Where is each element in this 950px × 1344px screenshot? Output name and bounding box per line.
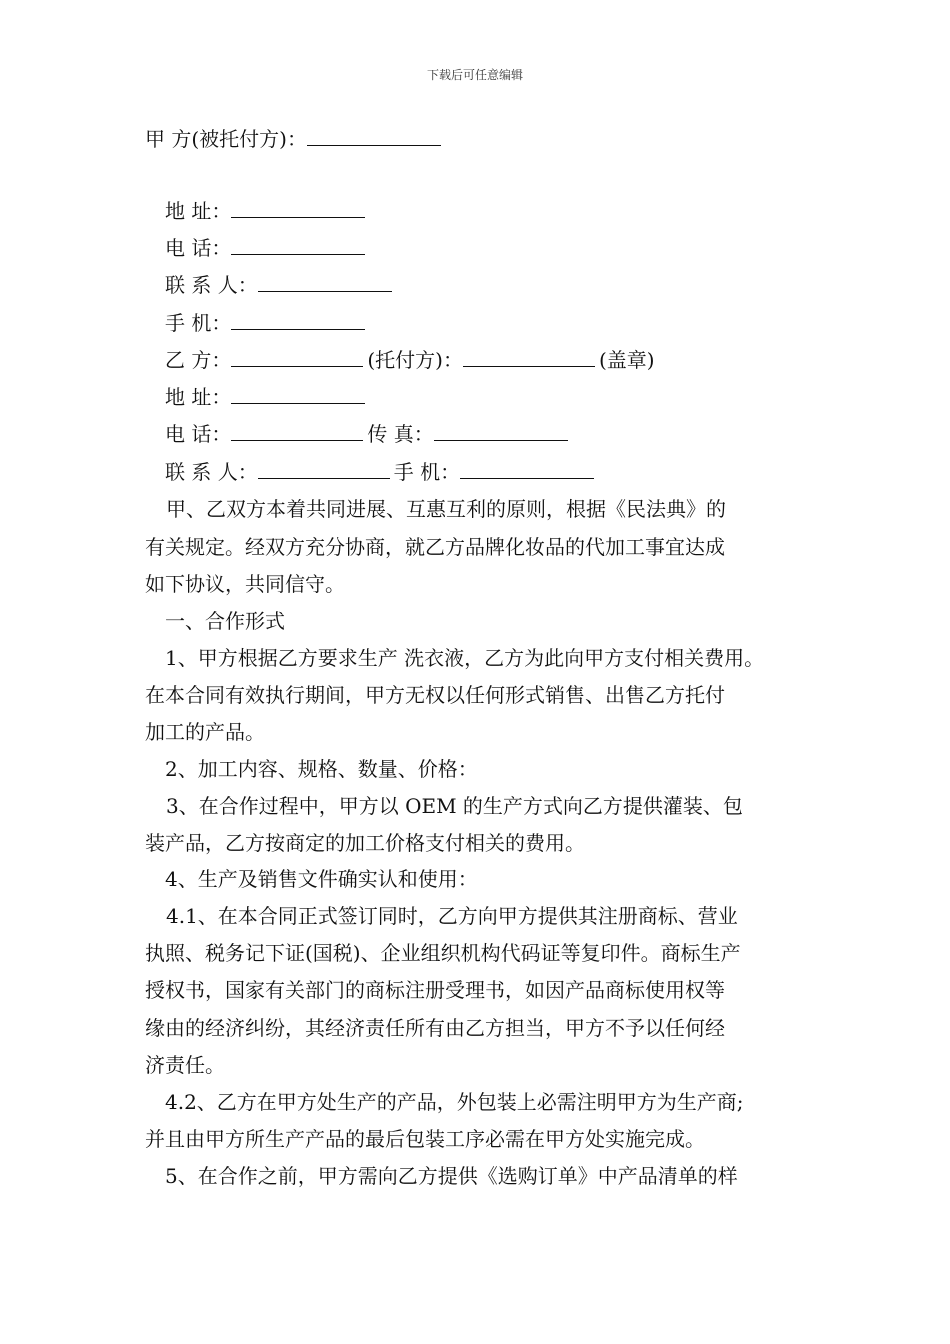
party-b-phone-label: 电 话：: [165, 422, 232, 446]
party-a-address-line: [165, 198, 365, 224]
section-heading: 一、合作形式: [165, 609, 285, 633]
body-line: 3、在合作过程中，甲方以 OEM 的生产方式向乙方提供灌装、包: [166, 794, 743, 818]
body-line: 5、在合作之前，甲方需向乙方提供《选购订单》中产品清单的样: [165, 1164, 738, 1188]
party-a-name-blank: [307, 127, 441, 146]
party-b-mobile-blank: [460, 460, 594, 479]
party-a-mobile-blank: [231, 311, 365, 330]
party-b-seal: (盖章): [598, 348, 655, 372]
party-a-mobile-line: [165, 310, 365, 336]
party-b-fax-blank: [434, 422, 568, 441]
party-b-role-blank: [463, 348, 595, 367]
party-a-title: 甲 方(被托付方)：: [145, 127, 307, 151]
party-a-phone-label: 电 话：: [165, 236, 232, 260]
body-line: 济责任。: [145, 1053, 225, 1077]
party-b-address-line: [165, 384, 365, 410]
party-b-address-blank: [231, 385, 365, 404]
party-a-contact-label: 联 系 人：: [165, 273, 258, 297]
body-line: 有关规定。经双方充分协商，就乙方品牌化妆品的代加工事宜达成: [145, 535, 725, 559]
body-line: 装产品，乙方按商定的加工价格支付相关的费用。: [145, 831, 585, 855]
body-line: 缘由的经济纠纷，其经济责任所有由乙方担当，甲方不予以任何经: [145, 1016, 725, 1040]
party-b-name-blank: [231, 348, 363, 367]
party-a-phone-line: [165, 235, 365, 261]
body-line: 执照、税务记下证(国税)、企业组织机构代码证等复印件。商标生产: [145, 941, 741, 965]
body-line: 如下协议，共同信守。: [145, 572, 345, 596]
party-a-address-label: 地 址：: [165, 199, 232, 223]
body-line: 4.2、乙方在甲方处生产的产品，外包装上必需注明甲方为生产商;: [165, 1090, 744, 1114]
party-b-phone-blank: [231, 422, 363, 441]
body-line: 1、甲方根据乙方要求生产 洗衣液，乙方为此向甲方支付相关费用。: [165, 646, 765, 670]
party-b-title: 乙 方：: [165, 348, 232, 372]
party-b-mobile-label: 手 机：: [393, 460, 461, 484]
party-a-contact-line: [165, 272, 392, 298]
party-a-mobile-label: 手 机：: [165, 311, 232, 335]
party-b-contact-blank: [258, 460, 390, 479]
body-line: 甲、乙双方本着共同进展、互惠互利的原则，根据《民法典》的: [166, 497, 726, 521]
body-line: 授权书，国家有关部门的商标注册受理书，如因产品商标使用权等: [145, 978, 725, 1002]
body-line: 2、加工内容、规格、数量、价格：: [165, 757, 478, 781]
body-line: 4、生产及销售文件确实认和使用：: [165, 867, 478, 891]
party-b-contact-label: 联 系 人：: [165, 460, 258, 484]
body-line: 4.1、在本合同正式签订同时，乙方向甲方提供其注册商标、营业: [166, 904, 738, 928]
party-b-role: (托付方)：: [367, 348, 463, 372]
header-note: 下载后可任意编辑: [426, 68, 523, 82]
body-line: 加工的产品。: [145, 720, 265, 744]
party-b-address-label: 地 址：: [165, 385, 232, 409]
party-b-fax-label: 传 真：: [367, 422, 434, 446]
party-a-title-line: [145, 126, 441, 152]
party-b-contact-line: [165, 459, 594, 485]
party-b-phone-line: [165, 421, 568, 447]
party-b-title-line: [165, 347, 655, 373]
party-a-address-blank: [231, 199, 365, 218]
body-line: 并且由甲方所生产产品的最后包装工序必需在甲方处实施完成。: [145, 1127, 705, 1151]
party-a-phone-blank: [231, 236, 365, 255]
party-a-contact-blank: [258, 273, 392, 292]
body-line: 在本合同有效执行期间，甲方无权以任何形式销售、出售乙方托付: [145, 683, 725, 707]
